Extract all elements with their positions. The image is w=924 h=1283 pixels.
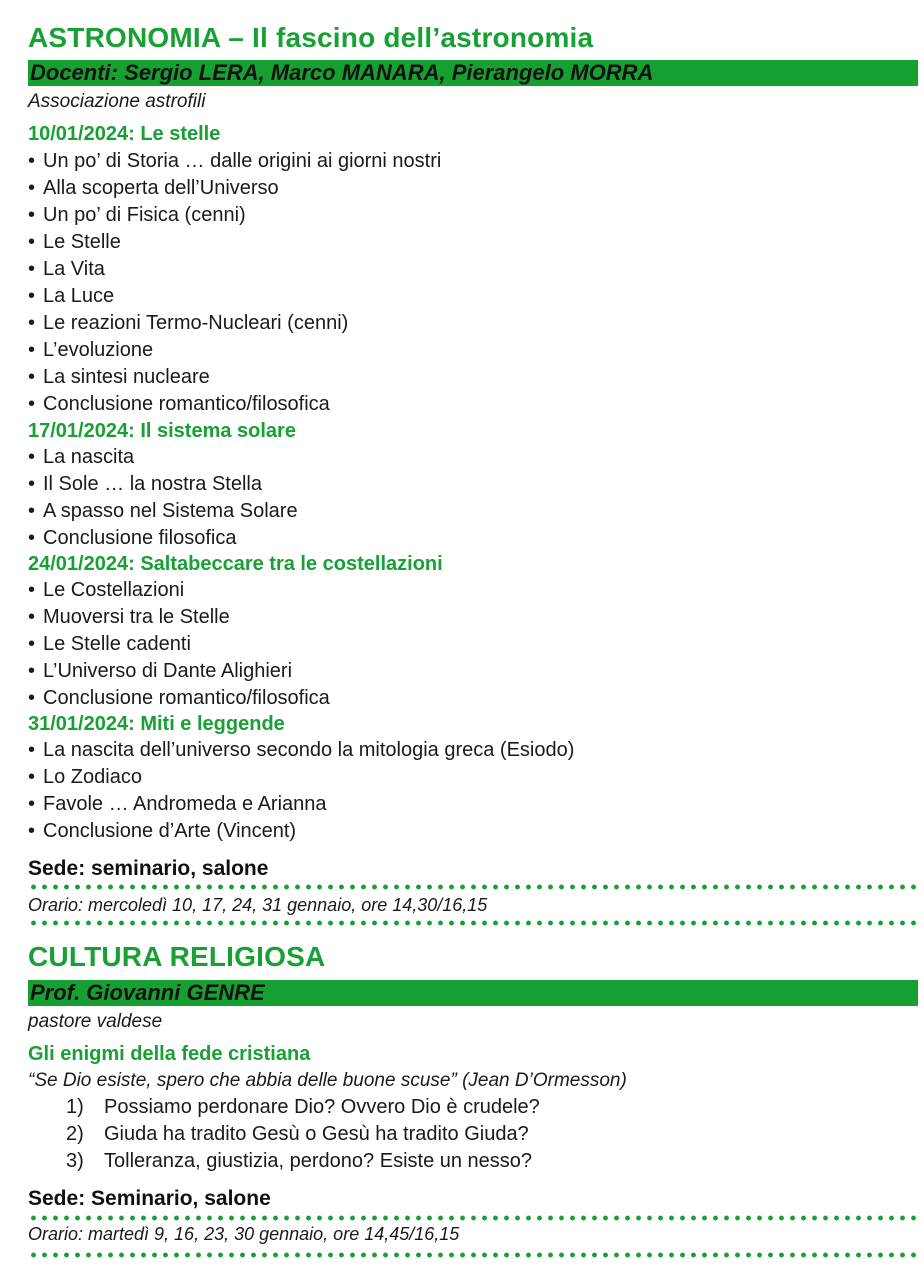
astronomia-venue: Sede: seminario, salone <box>28 857 269 880</box>
list-item: • Un po’ di Fisica (cenni) <box>28 204 246 226</box>
list-item: • La nascita <box>28 446 135 468</box>
numbered-item: 3) Tolleranza, giustizia, perdono? Esiste un nesso? <box>66 1150 533 1172</box>
session-heading: 31/01/2024: Miti e leggende <box>28 713 285 735</box>
list-item: • Conclusione d’Arte (Vincent) <box>28 820 297 842</box>
list-item: • Lo Zodiaco <box>28 766 142 788</box>
list-item: • A spasso nel Sistema Solare <box>28 500 298 522</box>
list-item: • Conclusione romantico/filosofica <box>28 393 330 415</box>
dotted-divider <box>28 884 918 890</box>
numbered-item: 2) Giuda ha tradito Gesù o Gesù ha tradito Giuda? <box>66 1123 529 1145</box>
religione-venue: Sede: Seminario, salone <box>28 1187 271 1210</box>
dotted-divider <box>28 1252 918 1258</box>
list-item: • Le Costellazioni <box>28 579 185 601</box>
list-item: • Conclusione filosofica <box>28 527 237 549</box>
list-item: • Favole … Andromeda e Arianna <box>28 793 327 815</box>
list-item: • Alla scoperta dell’Universo <box>28 177 279 199</box>
list-item: • Il Sole … la nostra Stella <box>28 473 262 495</box>
list-item: • L’evoluzione <box>28 339 154 361</box>
dotted-divider <box>28 920 918 926</box>
dotted-divider <box>28 1215 918 1221</box>
list-item: • L’Universo di Dante Alighieri <box>28 660 293 682</box>
religione-quote: “Se Dio esiste, spero che abbia delle buone scuse” (Jean D’Ormesson) <box>28 1070 627 1091</box>
list-item: • Un po’ di Storia … dalle origini ai giorni nostri <box>28 150 442 172</box>
astronomia-schedule: Orario: mercoledì 10, 17, 24, 31 gennaio, ore 14,30/16,15 <box>28 895 488 915</box>
session-heading: 24/01/2024: Saltabeccare tra le costellazioni <box>28 553 443 575</box>
list-item: • Le Stelle cadenti <box>28 633 191 655</box>
religione-title: CULTURA RELIGIOSA <box>28 941 326 972</box>
astronomia-association: Associazione astrofili <box>28 91 206 112</box>
list-item: • La nascita dell’universo secondo la mitologia greca (Esiodo) <box>28 739 575 761</box>
list-item: • Le reazioni Termo-Nucleari (cenni) <box>28 312 349 334</box>
religione-teacher-bar <box>28 980 918 1006</box>
list-item: • Muoversi tra le Stelle <box>28 606 230 628</box>
list-item: • Conclusione romantico/filosofica <box>28 687 330 709</box>
astronomia-teachers-bar <box>28 60 918 86</box>
list-item: • La Vita <box>28 258 105 280</box>
religione-teacher: Prof. Giovanni GENRE <box>30 980 265 1005</box>
numbered-item: 1) Possiamo perdonare Dio? Ovvero Dio è crudele? <box>66 1096 540 1118</box>
session-heading: 10/01/2024: Le stelle <box>28 123 221 145</box>
list-item: • La sintesi nucleare <box>28 366 210 388</box>
religione-topic: Gli enigmi della fede cristiana <box>28 1043 311 1065</box>
religione-schedule: Orario: martedì 9, 16, 23, 30 gennaio, ore 14,45/16,15 <box>28 1224 460 1244</box>
list-item: • La Luce <box>28 285 115 307</box>
session-heading: 17/01/2024: Il sistema solare <box>28 420 296 442</box>
list-item: • Le Stelle <box>28 231 121 253</box>
religione-role: pastore valdese <box>28 1011 163 1032</box>
astronomia-title: ASTRONOMIA – Il fascino dell’astronomia <box>28 22 594 53</box>
astronomia-teachers: Docenti: Sergio LERA, Marco MANARA, Pierangelo MORRA <box>30 60 654 85</box>
